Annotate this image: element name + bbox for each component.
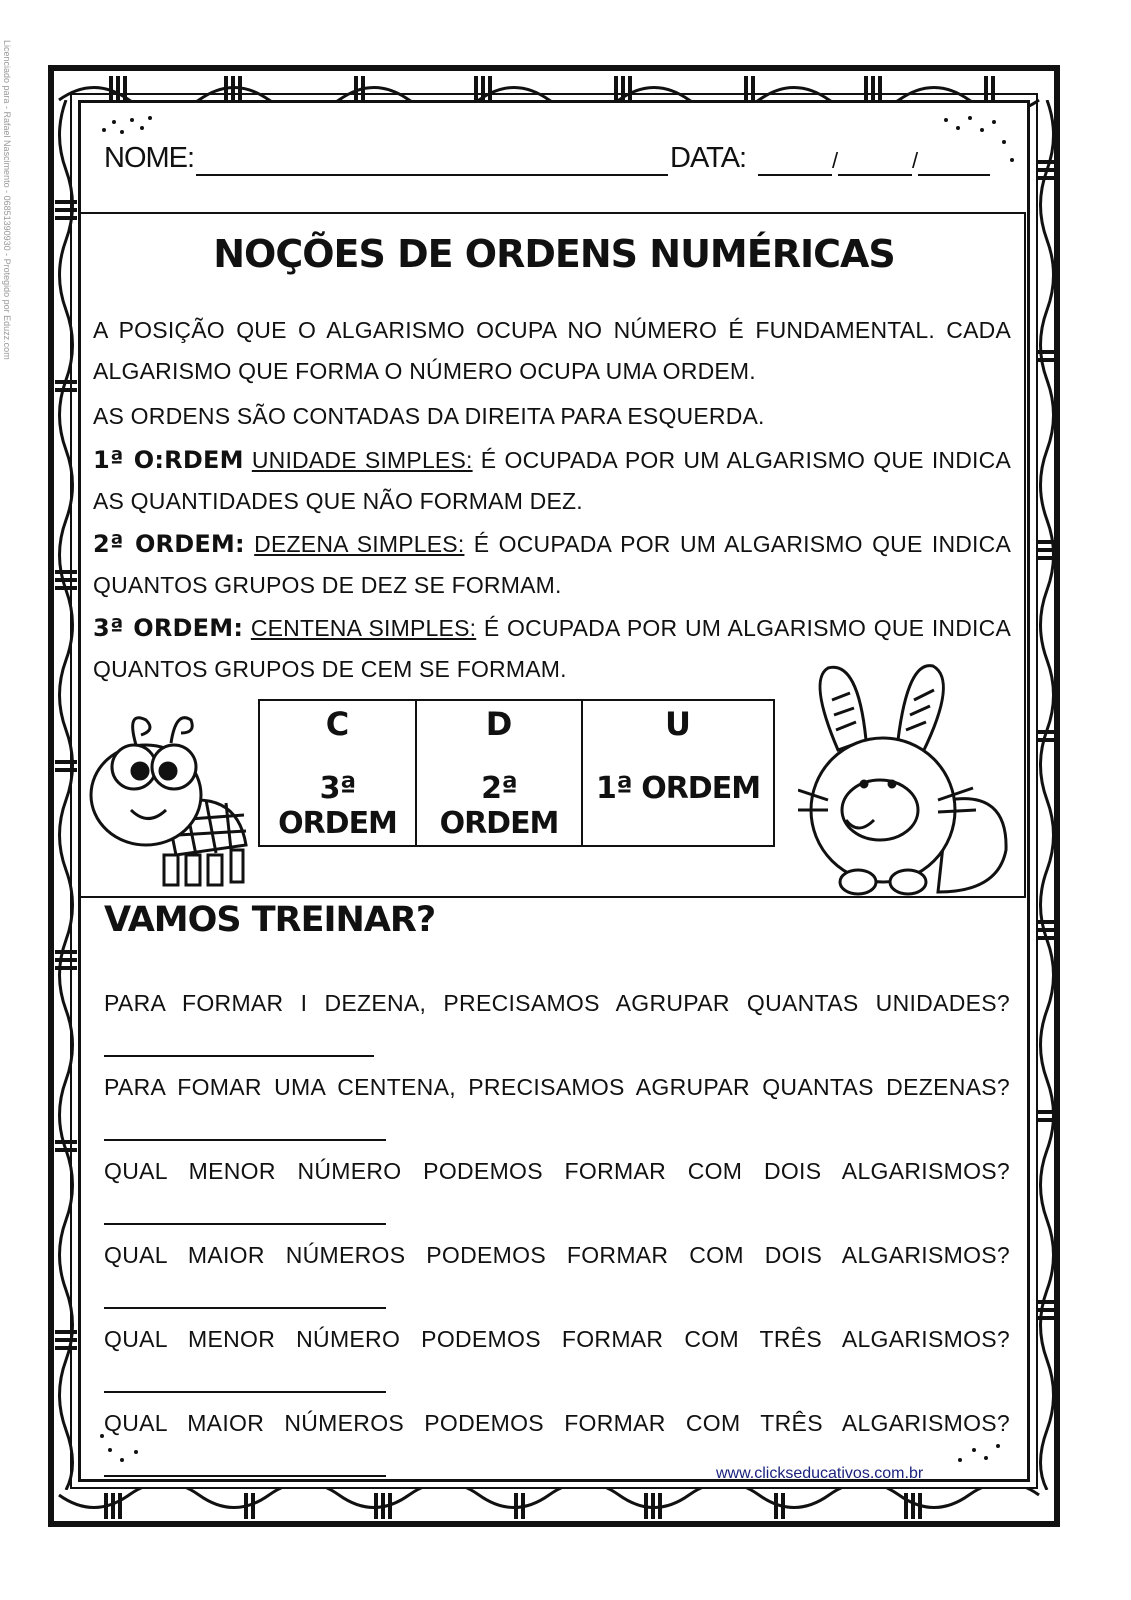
order-definition-1 — [93, 440, 1011, 522]
answer-line-4[interactable] — [104, 1307, 386, 1309]
practice-question-1: PARA FORMAR I DEZENA, PRECISAMOS AGRUPAR QUANTAS UNIDADES? — [104, 990, 1010, 1016]
order-name: CENTENA SIMPLES: — [250, 615, 477, 641]
answer-line-1[interactable] — [104, 1055, 374, 1057]
date-month-field[interactable] — [838, 174, 912, 176]
page-title: NOÇÕES DE ORDENS NUMÉRICAS — [213, 232, 895, 276]
answer-line-6[interactable] — [104, 1475, 386, 1477]
doodle-border-bottom — [54, 1487, 1054, 1525]
order-position: 2ª ORDEM — [439, 771, 559, 841]
dots-decoration — [98, 112, 158, 142]
orders-table — [258, 699, 775, 847]
practice-question-6: QUAL MAIOR NÚMEROS PODEMOS FORMAR COM TRÊS ALGARISMOS? — [104, 1410, 1010, 1436]
name-field[interactable] — [196, 174, 668, 176]
orders-table-cell — [259, 700, 416, 846]
order-position: 3ª ORDEM — [278, 771, 397, 841]
order-description: É OCUPADA POR UM ALGARISMO QUE INDICA AS QUANTIDADES QUE NÃO FORMAM DEZ. — [93, 447, 1011, 514]
orders-table-cell — [582, 700, 774, 846]
license-watermark — [2, 40, 14, 420]
orders-table-cell — [416, 700, 582, 846]
license-text: Licenciado para - Rafael Nascimento - 06851390930 - Protegido por Eduzz.com — [2, 40, 12, 360]
date-year-field[interactable] — [918, 174, 990, 176]
turtle-icon — [86, 705, 256, 895]
order-label: 2ª ORDEM: — [93, 530, 245, 558]
practice-question-4: QUAL MAIOR NÚMEROS PODEMOS FORMAR COM DOIS ALGARISMOS? — [104, 1242, 1010, 1268]
order-name: DEZENA SIMPLES: — [254, 531, 465, 557]
intro-paragraph: A POSIÇÃO QUE O ALGARISMO OCUPA NO NÚMERO É FUNDAMENTAL. CADA ALGARISMO QUE FORMA O NÚMERO OCUPA UMA ORDEM. — [93, 317, 1011, 384]
order-label: 3ª ORDEM: — [93, 614, 244, 642]
dots-decoration — [950, 1440, 1010, 1470]
answer-line-3[interactable] — [104, 1223, 386, 1225]
practice-question-5: QUAL MENOR NÚMERO PODEMOS FORMAR COM TRÊS ALGARISMOS? — [104, 1326, 1010, 1352]
date-day-field[interactable] — [758, 174, 832, 176]
practice-question-2: PARA FOMAR UMA CENTENA, PRECISAMOS AGRUPAR QUANTAS DEZENAS? — [104, 1074, 1010, 1100]
order-position: 1ª ORDEM — [595, 771, 761, 806]
date-label: DATA: — [670, 142, 747, 174]
practice-question-3: QUAL MENOR NÚMERO PODEMOS FORMAR COM DOIS ALGARISMOS? — [104, 1158, 1010, 1184]
divider — [1024, 212, 1026, 898]
answer-line-2[interactable] — [104, 1139, 386, 1141]
date-separator: / — [912, 148, 919, 173]
divider — [78, 896, 1026, 898]
order-name: UNIDADE SIMPLES: — [251, 447, 473, 473]
doodle-border-left — [53, 100, 79, 1490]
answer-line-5[interactable] — [104, 1391, 386, 1393]
doodle-border-right — [1034, 100, 1060, 1490]
name-label: NOME: — [104, 142, 195, 174]
name-date-row — [104, 142, 1004, 182]
order-description: É OCUPADA POR UM ALGARISMO QUE INDICA QUANTOS GRUPOS DE CEM SE FORMAM. — [93, 615, 1011, 682]
order-definition-2 — [93, 524, 1011, 606]
order-letter: U — [665, 705, 691, 743]
order-letter: D — [485, 705, 513, 743]
bunny-icon — [798, 660, 1020, 896]
footer-website-link[interactable]: www.clickseducativos.com.br — [716, 1465, 924, 1482]
date-separator: / — [832, 148, 839, 173]
practice-title: VAMOS TREINAR? — [104, 900, 436, 940]
intro-note: AS ORDENS SÃO CONTADAS DA DIREITA PARA ESQUERDA. — [93, 403, 765, 429]
divider — [78, 212, 1026, 214]
order-description: É OCUPADA POR UM ALGARISMO QUE INDICA QUANTOS GRUPOS DE DEZ SE FORMAM. — [93, 531, 1012, 598]
order-letter: C — [325, 705, 350, 743]
order-label: 1ª O:RDEM — [93, 446, 244, 474]
